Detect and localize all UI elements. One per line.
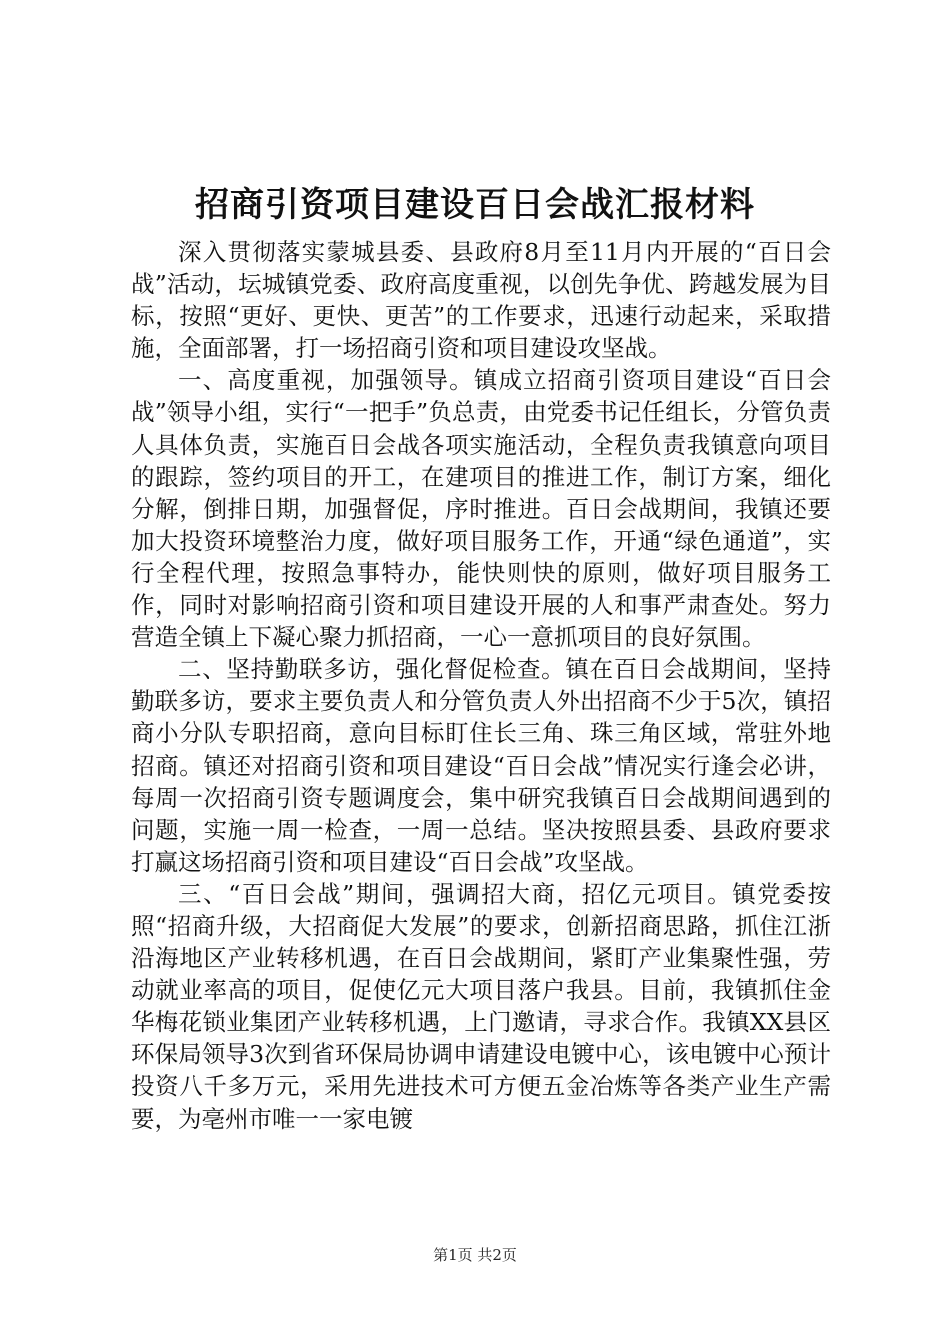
document-title: 招商引资项目建设百日会战汇报材料	[195, 185, 755, 225]
paragraph-intro: 深入贯彻落实蒙城县委、县政府8月至11月内开展的“百日会战”活动，坛城镇党委、政府高度重视，以创先争优、跨越发展为目标，按照“更好、更快、更苦”的工作要求，迅速行动起来，采取措施，全面部署，打一场招商引资和项目建设攻坚战。	[131, 238, 831, 363]
paragraph-section-2: 二、坚持勤联多访，强化督促检查。镇在百日会战期间，坚持勤联多访，要求主要负责人和分管负责人外出招商不少于5次，镇招商小分队专职招商，意向目标盯住长三角、珠三角区域，常驻外地招商。镇还对招商引资和项目建设“百日会战”情况实行逢会必讲，每周一次招商引资专题调度会，集中研究我镇百日会战期间遇到的问题，实施一周一检查，一周一总结。坚决按照县委、县政府要求打赢这场招商引资和项目建设“百日会战”攻坚战。	[131, 655, 831, 876]
document-body	[131, 236, 831, 1135]
page-number-footer: 第1页 共2页	[433, 1246, 517, 1264]
paragraph-section-3: 三、“百日会战”期间，强调招大商，招亿元项目。镇党委按照“招商升级，大招商促大发展”的要求，创新招商思路，抓住江浙沿海地区产业转移机遇，在百日会战期间，紧盯产业集聚性强，劳动就业率高的项目，促使亿元大项目落户我县。目前，我镇抓住金华梅花锁业集团产业转移机遇，上门邀请，寻求合作。我镇XX县区环保局领导3次到省环保局协调申请建设电镀中心，该电镀中心预计投资八千多万元，采用先进技术可方便五金冶炼等各类产业生产需要，为亳州市唯一一家电镀	[131, 879, 831, 1133]
paragraph-section-1: 一、高度重视，加强领导。镇成立招商引资项目建设“百日会战”领导小组，实行“一把手”负总责，由党委书记任组长，分管负责人具体负责，实施百日会战各项实施活动，全程负责我镇意向项目的跟踪，签约项目的开工，在建项目的推进工作，制订方案，细化分解，倒排日期，加强督促，序时推进。百日会战期间，我镇还要加大投资环境整治力度，做好项目服务工作，开通“绿色通道”，实行全程代理，按照急事特办，能快则快的原则，做好项目服务工作，同时对影响招商引资和项目建设开展的人和事严肃查处。努力营造全镇上下凝心聚力抓招商，一心一意抓项目的良好氛围。	[131, 366, 831, 652]
